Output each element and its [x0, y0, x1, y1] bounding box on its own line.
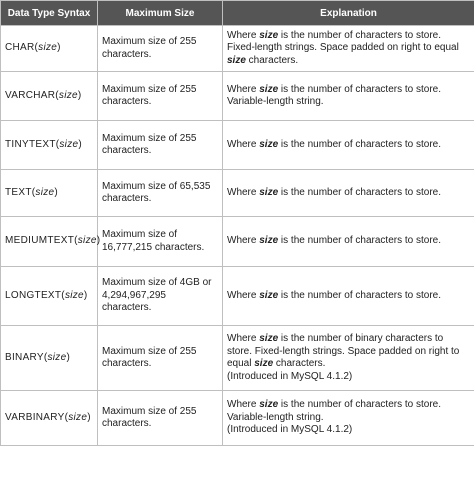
explanation-cell — [223, 121, 474, 170]
text-run: TINYTEXT( — [5, 138, 60, 150]
text-run: ) — [54, 186, 59, 198]
explanation-cell — [223, 72, 474, 121]
text-run: size — [254, 358, 274, 369]
text-run: is the number of characters to store. — [278, 289, 441, 301]
text-run: size — [58, 89, 78, 101]
text-run: size — [77, 235, 97, 247]
text-run: size — [38, 42, 58, 54]
text-run: size — [259, 186, 279, 198]
text-run: ) — [78, 138, 82, 150]
data-type-cell — [1, 391, 98, 446]
data-type-cell — [1, 326, 98, 391]
text-run: Where — [227, 138, 260, 150]
header-row — [1, 1, 474, 26]
max-size-cell: Maximum size of 255 characters. — [98, 26, 223, 72]
text-run: size — [59, 138, 79, 150]
text-run: size — [259, 289, 279, 301]
text-run: size — [259, 333, 279, 344]
table-row — [1, 121, 474, 170]
text-run: ) — [77, 89, 82, 101]
data-type-cell — [1, 267, 98, 326]
text-run: MEDIUMTEXT( — [5, 235, 78, 247]
text-run: is the number of binary characters to store. Fixed-length strings. Space padded on right to equal — [227, 333, 460, 369]
text-run: CHAR( — [5, 42, 39, 54]
text-run: LONGTEXT( — [5, 289, 65, 301]
text-run: size — [64, 289, 84, 301]
text-run: size — [259, 29, 279, 41]
text-run: is the number of characters to store. Variable-length string. — [227, 83, 441, 107]
text-run: is the number of characters to store. — [278, 186, 441, 198]
text-run: is the number of characters to store. — [278, 138, 441, 150]
data-type-cell — [1, 217, 101, 267]
header-explanation: Explanation — [223, 1, 474, 26]
text-run: size — [259, 83, 279, 95]
table-row — [1, 326, 474, 391]
text-run: Where — [227, 333, 260, 344]
data-type-cell — [1, 170, 98, 217]
text-run: Where — [227, 29, 260, 41]
table-row — [1, 170, 474, 217]
text-run: (Introduced in MySQL 4.1.2) — [227, 370, 353, 382]
table-row — [1, 217, 474, 267]
text-run: size — [259, 235, 279, 247]
max-size-cell: Maximum size of 255 characters. — [98, 121, 223, 170]
data-type-cell — [1, 26, 98, 72]
explanation-cell — [223, 267, 474, 326]
text-run: size — [259, 399, 279, 411]
text-run: size — [35, 186, 55, 198]
text-run: ) — [66, 351, 71, 363]
text-run: size — [259, 138, 279, 150]
data-type-cell — [1, 72, 98, 121]
text-run: Where — [227, 289, 260, 301]
text-run: characters. — [273, 358, 326, 369]
table-row — [1, 72, 474, 121]
max-size-cell: Maximum size of 16,777,215 characters. — [98, 217, 223, 267]
text-run: characters. — [245, 54, 299, 66]
text-run: ) — [57, 42, 61, 54]
max-size-cell: Maximum size of 65,535 characters. — [98, 170, 223, 217]
explanation-cell — [223, 217, 474, 267]
text-run: ) — [83, 289, 88, 301]
explanation-cell — [223, 326, 474, 391]
explanation-cell — [223, 170, 474, 217]
max-size-cell: Maximum size of 255 characters. — [98, 326, 223, 391]
max-size-cell: Maximum size of 255 characters. — [98, 391, 223, 446]
header-maximum-size: Maximum Size — [98, 1, 223, 26]
table-row — [1, 391, 474, 446]
header-data-type-syntax: Data Type Syntax — [1, 1, 98, 26]
data-type-cell — [1, 121, 98, 170]
text-run: BINARY( — [5, 351, 48, 363]
text-run: Where — [227, 83, 260, 95]
text-run: ) — [87, 411, 91, 423]
text-run: Where — [227, 399, 260, 411]
max-size-cell: Maximum size of 4GB or 4,294,967,295 characters. — [98, 267, 223, 326]
text-run: (Introduced in MySQL 4.1.2) — [227, 424, 353, 436]
explanation-cell — [223, 26, 474, 72]
explanation-cell — [223, 391, 474, 446]
text-run: size — [227, 54, 246, 66]
text-run: TEXT( — [5, 186, 36, 198]
text-run: is the number of characters to store. — [278, 235, 441, 247]
table-row — [1, 267, 474, 326]
text-run: VARBINARY( — [5, 411, 69, 423]
text-run: Where — [227, 235, 260, 247]
text-run: Where — [227, 186, 260, 198]
text-run: size — [47, 351, 67, 363]
text-run: size — [68, 411, 88, 423]
text-run: is the number of characters to store. Fixed-length strings. Space padded on right to equal — [227, 29, 459, 54]
text-run: is the number of characters to store. Variable-length string. — [227, 399, 441, 423]
text-run: VARCHAR( — [5, 89, 59, 101]
table-row — [1, 26, 474, 72]
max-size-cell: Maximum size of 255 characters. — [98, 72, 223, 121]
text-run: ) — [96, 235, 101, 247]
